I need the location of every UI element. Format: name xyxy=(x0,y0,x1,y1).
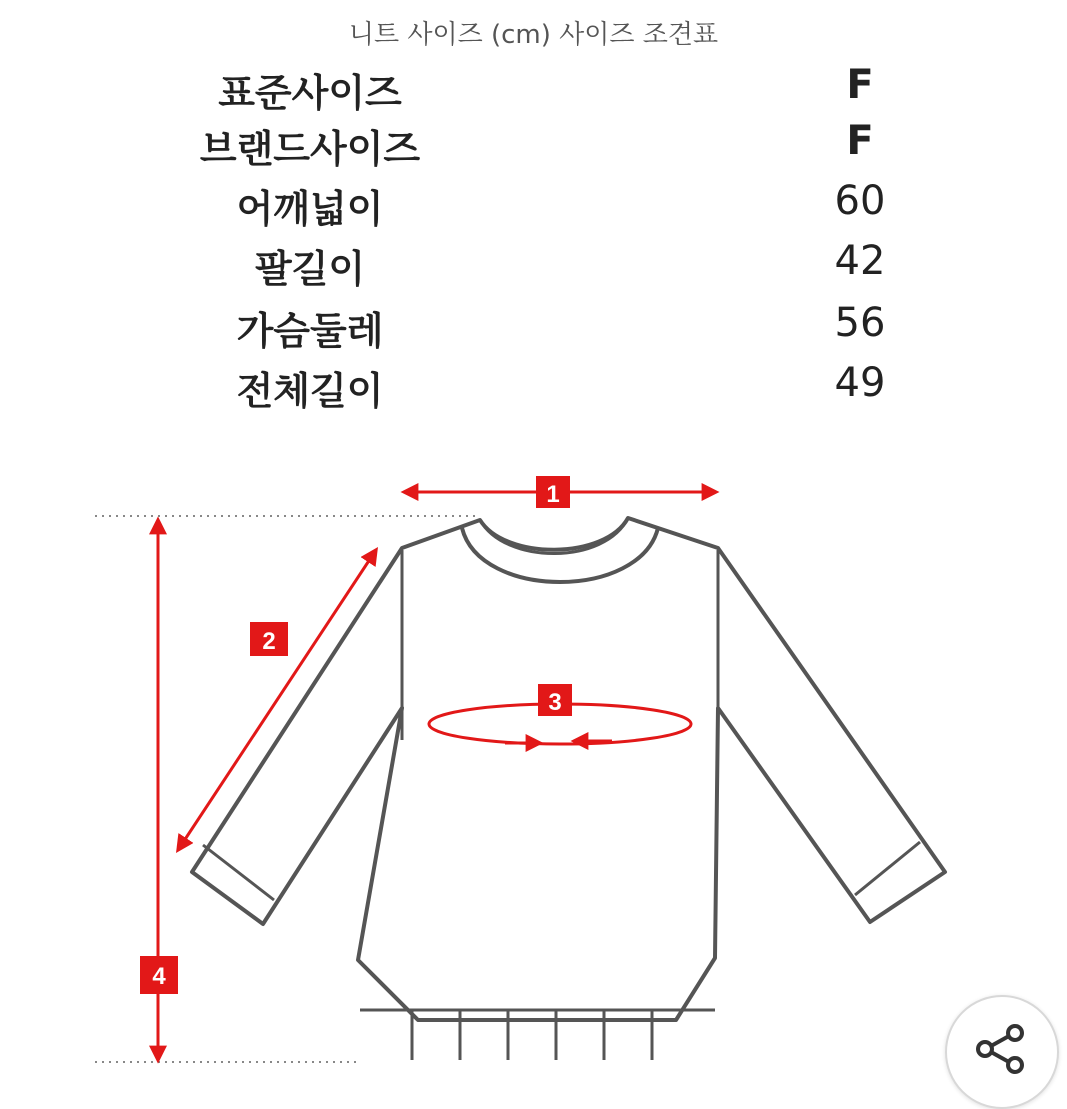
marker-3-label: 3 xyxy=(548,689,562,716)
size-row-value: 42 xyxy=(834,238,886,284)
marker-4-label: 4 xyxy=(152,963,166,990)
size-row-label: 가슴둘레 xyxy=(236,309,384,353)
size-row-shoulder xyxy=(0,178,1067,234)
size-row-value: 56 xyxy=(834,300,886,346)
marker-1-label: 1 xyxy=(546,481,560,508)
size-row-value: 49 xyxy=(834,360,886,406)
cropped-title xyxy=(360,0,720,6)
size-row-value: F xyxy=(846,118,874,164)
size-row-value: 60 xyxy=(834,178,886,224)
size-row-length xyxy=(0,360,1067,416)
measurement-diagram xyxy=(0,440,1067,1067)
size-row-label: 표준사이즈 xyxy=(218,71,402,115)
size-row-label: 브랜드사이즈 xyxy=(199,127,421,171)
size-row-value: F xyxy=(846,62,874,108)
size-row-label: 전체길이 xyxy=(236,369,384,413)
size-row-standard xyxy=(0,62,1067,118)
size-row-label: 어깨넓이 xyxy=(236,187,384,231)
size-row-brand xyxy=(0,118,1067,174)
size-row-sleeve xyxy=(0,238,1067,294)
size-row-chest xyxy=(0,300,1067,356)
size-chart-subtitle: 니트 사이즈 (cm) 사이즈 조견표 xyxy=(348,20,719,50)
marker-2-label: 2 xyxy=(262,628,276,655)
size-row-label: 팔길이 xyxy=(254,247,366,291)
sweater-outline xyxy=(192,518,945,1060)
share-button[interactable] xyxy=(945,995,1059,1109)
share-icon xyxy=(971,1019,1031,1079)
